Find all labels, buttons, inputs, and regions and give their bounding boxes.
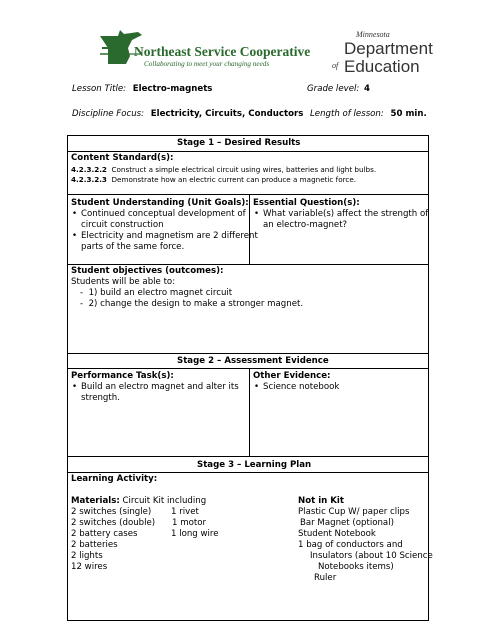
understanding-item-cont: parts of the same force. [81, 242, 185, 252]
essential-question-item: • What variable(s) affect the strength of [253, 209, 428, 220]
kit-item: 1 motor [172, 518, 206, 528]
kit-item: 1 long wire [171, 529, 219, 539]
grade-level-value: 4 [364, 84, 370, 94]
divider [67, 353, 429, 354]
org-tagline: Collaborating to meet your changing needs [144, 60, 270, 68]
performance-task-item: • Build an electro magnet and alter its [71, 382, 239, 393]
objective-item: - 1) build an electro magnet circuit [80, 288, 233, 298]
kit-column-1 [71, 507, 155, 573]
essential-question-label: Essential Question(s): [253, 198, 360, 208]
divider [67, 472, 429, 473]
divider [67, 456, 429, 457]
standard-item [71, 175, 356, 185]
understanding-item-cont: circuit construction [81, 220, 164, 230]
essential-question-cont: an electro-magnet? [263, 220, 348, 230]
student-understanding-label: Student Understanding (Unit Goals): [71, 198, 249, 208]
not-in-kit-item: 1 bag of conductors and [298, 540, 403, 550]
divider [67, 368, 429, 369]
lesson-title-value: Electro-magnets [132, 84, 213, 94]
not-in-kit-item: Notebooks items) [318, 562, 394, 572]
understanding-item: • Continued conceptual development of [71, 209, 258, 220]
objective-item: - 2) change the design to make a stronger magnet. [80, 299, 304, 309]
learning-activity-label: Learning Activity: [71, 474, 158, 484]
performance-task-cont: strength. [81, 393, 120, 403]
materials-label: Materials: [71, 496, 120, 506]
org-name: Northeast Service Cooperative [134, 44, 311, 59]
other-evidence-list [253, 382, 339, 393]
mde-word-department: Department [344, 39, 433, 58]
student-objectives-label: Student objectives (outcomes): [71, 266, 224, 276]
kit-item: 2 lights [71, 551, 103, 561]
kit-column-2 [171, 507, 219, 540]
kit-item: 2 battery cases [71, 529, 138, 539]
mde-word-education: Education [344, 57, 420, 76]
performance-task-label: Performance Task(s): [71, 371, 174, 381]
standard-text: Demonstrate how an electric current can produce a magnetic force. [111, 175, 357, 184]
not-in-kit-item: Insulators (about 10 Science [310, 551, 433, 561]
understanding-list [71, 209, 258, 253]
lesson-title-line [72, 84, 212, 94]
objective-text: 1) build an electro magnet circuit [88, 288, 233, 298]
mn-department-of-education-logo [328, 30, 438, 76]
divider [67, 151, 429, 152]
not-in-kit-item: Ruler [314, 573, 337, 583]
mde-state: Minnesota [356, 30, 390, 39]
divider [67, 194, 429, 195]
divider [249, 368, 250, 456]
discipline-focus-value: Electricity, Circuits, Conductors [150, 109, 304, 119]
materials-intro: Circuit Kit including [122, 496, 207, 506]
grade-level-label: Grade level: [307, 84, 360, 94]
not-in-kit-item: Bar Magnet (optional) [300, 518, 394, 528]
stage2-heading: Stage 2 – Assessment Evidence [177, 356, 329, 366]
not-in-kit-item: Plastic Cup W/ paper clips [298, 507, 410, 517]
other-evidence-item: • Science notebook [253, 382, 339, 393]
kit-item: 2 switches (double) [71, 518, 156, 528]
lesson-length-label: Length of lesson: [310, 109, 384, 119]
lesson-length-value: 50 min. [390, 109, 427, 119]
mde-word-of: of [332, 61, 339, 70]
standard-item [71, 165, 376, 175]
divider [67, 264, 429, 265]
standard-text: Construct a simple electrical circuit using wires, batteries and light bulbs. [111, 165, 377, 174]
not-in-kit-list [298, 507, 433, 584]
stage1-heading: Stage 1 – Desired Results [177, 138, 301, 148]
other-evidence-label: Other Evidence: [253, 371, 331, 381]
not-in-kit-label: Not in Kit [298, 496, 344, 506]
standard-code: 4.2.3.2.2 [71, 165, 107, 174]
kit-item: 2 batteries [71, 540, 118, 550]
lesson-length-line [310, 109, 427, 119]
essential-question-list [253, 209, 428, 231]
kit-item: 1 rivet [171, 507, 199, 517]
northeast-service-cooperative-logo [98, 26, 311, 74]
lesson-title-label: Lesson Title: [72, 84, 127, 94]
discipline-focus-label: Discipline Focus: [72, 109, 145, 119]
content-standard-label: Content Standard(s): [71, 153, 174, 163]
materials-line [71, 496, 206, 507]
kit-item: 2 switches (single) [71, 507, 152, 517]
kit-item: 12 wires [71, 562, 108, 572]
objectives-intro: Students will be able to: [71, 277, 176, 287]
performance-task-list [71, 382, 239, 404]
objective-text: 2) change the design to make a stronger magnet. [88, 299, 304, 309]
discipline-focus-line [72, 109, 303, 119]
grade-level-line [307, 84, 370, 94]
stage3-heading: Stage 3 – Learning Plan [197, 460, 312, 470]
standard-code: 4.2.3.2.3 [71, 175, 107, 184]
not-in-kit-item: Student Notebook [298, 529, 376, 539]
understanding-item: • Electricity and magnetism are 2 different [71, 231, 258, 242]
